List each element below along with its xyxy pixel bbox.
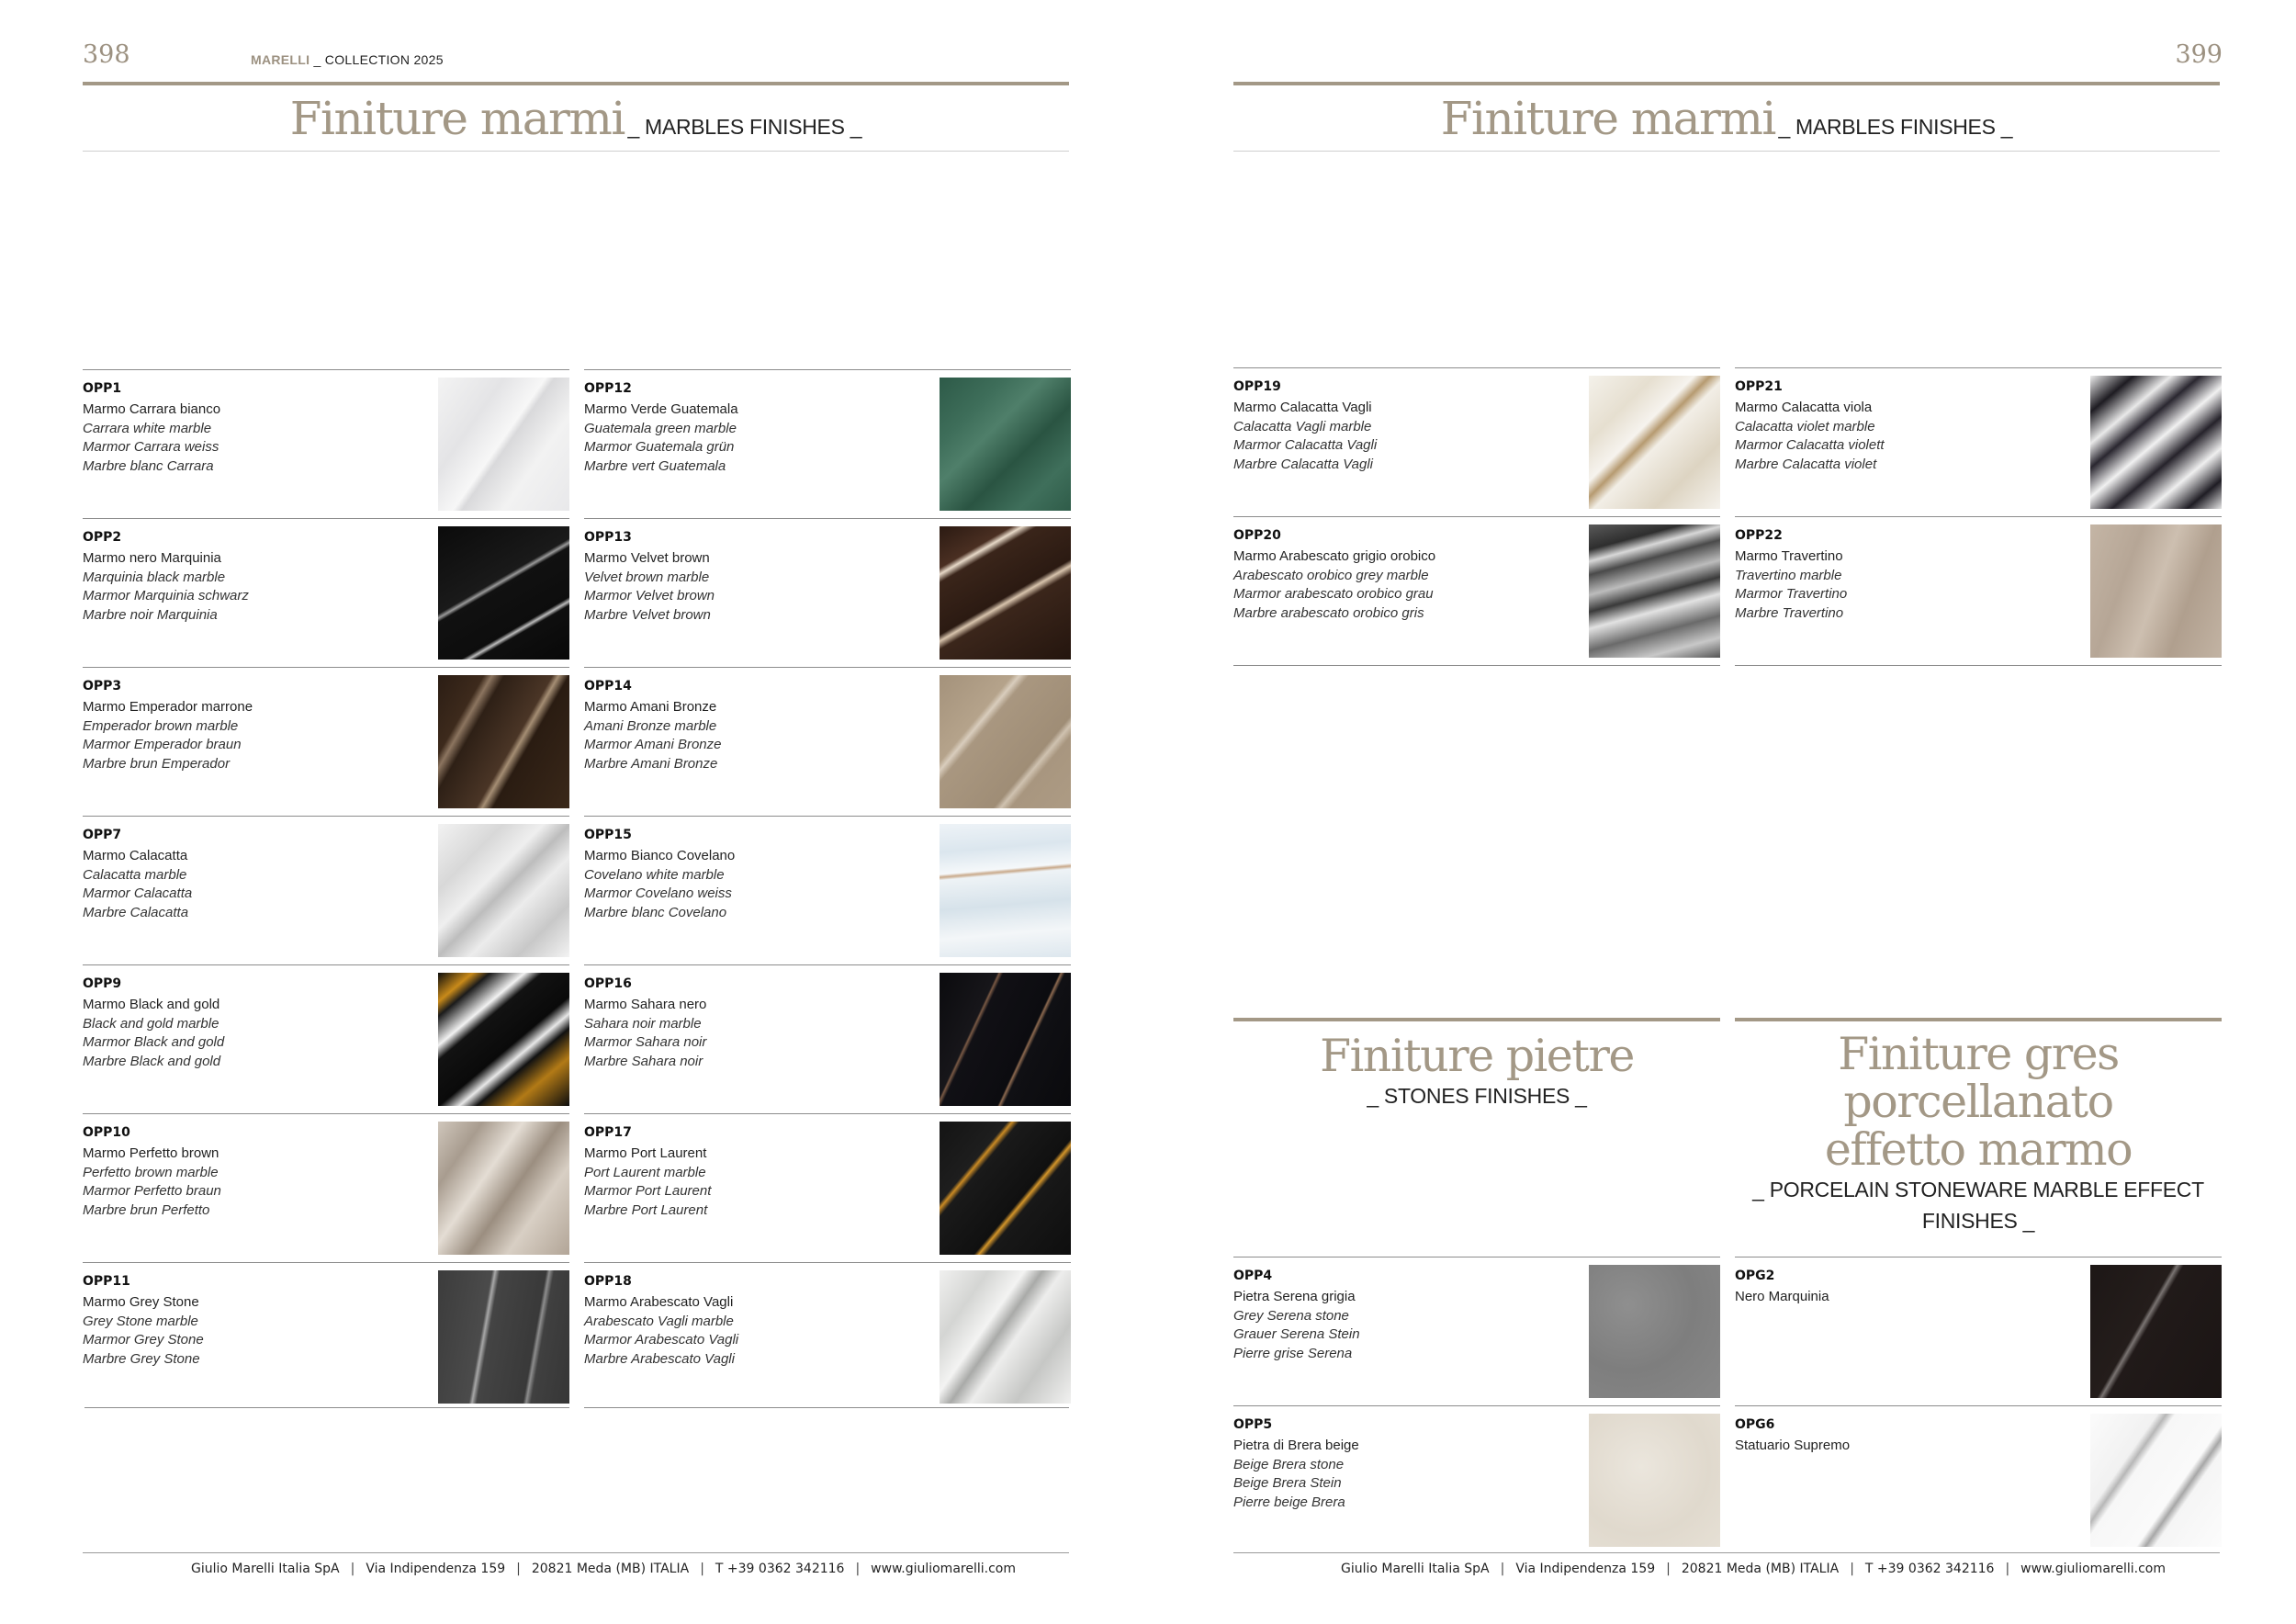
- finish-swatch-image: [1589, 524, 1720, 658]
- finish-name-de: Marmor Carrara weiss: [83, 439, 219, 455]
- finish-name-en: Calacatta marble: [83, 866, 187, 883]
- finish-name-en: Perfetto brown marble: [83, 1164, 219, 1180]
- finish-text: [83, 996, 224, 1071]
- finish-text: [1735, 399, 1885, 474]
- finish-name-fr: Marbre Arabescato Vagli: [584, 1350, 735, 1367]
- finish-name-en: Guatemala green marble: [584, 420, 737, 436]
- finish-code: OPP7: [83, 828, 122, 842]
- finish-code: OPP16: [584, 976, 632, 991]
- finish-text: [1735, 1437, 1850, 1456]
- finish-text: [584, 1145, 711, 1220]
- header-rule: [1233, 82, 2220, 85]
- finish-swatch-image: [2090, 524, 2222, 658]
- finish-text: [584, 549, 715, 625]
- finish-name: Marmo Carrara bianco: [83, 401, 221, 417]
- finish-item-opp17: [584, 1113, 1071, 1262]
- finish-code: OPP21: [1735, 379, 1783, 394]
- finish-item-opp3: [83, 667, 569, 816]
- stones-title: Finiture pietre: [1320, 1030, 1634, 1082]
- finish-swatch-image: [438, 824, 569, 957]
- finish-name: Marmo Calacatta viola: [1735, 400, 1873, 415]
- finish-name: Marmo Sahara nero: [584, 997, 707, 1012]
- stones-header-rule: [1233, 1018, 1720, 1021]
- finish-name-en: Beige Brera stone: [1233, 1456, 1345, 1472]
- finish-name-fr: Marbre Port Laurent: [584, 1201, 708, 1218]
- finish-name-de: Marmor Velvet brown: [584, 588, 715, 603]
- finish-item-opp19: [1233, 367, 1720, 516]
- column-bottom-rule: [1735, 665, 2222, 666]
- finish-name-en: Port Laurent marble: [584, 1164, 706, 1180]
- section-title-porcelain: [1735, 1028, 2222, 1236]
- finish-name: Marmo Arabescato Vagli: [584, 1294, 734, 1310]
- finish-name-de: Marmor Calacatta violett: [1735, 437, 1885, 453]
- finish-name-fr: Marbre blanc Covelano: [584, 904, 727, 920]
- column-bottom-rule: [584, 1407, 1069, 1408]
- column-bottom-rule: [84, 1407, 569, 1408]
- brand-name: MARELLI: [251, 52, 310, 67]
- footer-contact: Giulio Marelli Italia SpA | Via Indipendenza 159 | 20821 Meda (MB) ITALIA | T +39 0362 342116 | www.giuliomarelli.com: [1341, 1562, 2166, 1576]
- finish-name: Pietra di Brera beige: [1233, 1438, 1359, 1453]
- footer-phone: T +39 0362 342116: [715, 1562, 845, 1576]
- finish-text: [83, 1293, 204, 1369]
- finish-swatch-image: [438, 526, 569, 660]
- finish-item-opp11: [83, 1262, 569, 1411]
- finish-swatch-image: [1589, 376, 1720, 509]
- finish-code: OPP17: [584, 1125, 632, 1140]
- finish-swatch-image: [940, 1270, 1071, 1404]
- section-title-stones: [1233, 1031, 1720, 1110]
- finish-name-fr: Marbre Calacatta Vagli: [1233, 456, 1374, 472]
- page-number: 398: [83, 40, 130, 69]
- finish-item-opp20: [1233, 516, 1720, 665]
- finish-name-de: Marmor Arabescato Vagli: [584, 1332, 739, 1348]
- finish-text: [1233, 547, 1435, 623]
- finish-name-de: Marmor arabescato orobico grau: [1233, 586, 1434, 602]
- finish-name: Pietra Serena grigia: [1233, 1289, 1356, 1304]
- finish-swatch-image: [940, 378, 1071, 511]
- finish-code: OPP14: [584, 679, 632, 694]
- finish-swatch-image: [2090, 1265, 2222, 1398]
- section-subtitle: _ MARBLES FINISHES _: [1778, 115, 2013, 139]
- finish-name-de: Marmor Perfetto braun: [83, 1183, 221, 1199]
- finish-name-fr: Marbre Velvet brown: [584, 606, 711, 623]
- finish-name: Marmo Perfetto brown: [83, 1145, 219, 1161]
- porcelain-title-line2: effetto marmo: [1824, 1123, 2133, 1176]
- finish-name-fr: Marbre brun Perfetto: [83, 1201, 210, 1218]
- finish-code: OPP19: [1233, 379, 1281, 394]
- header-rule: [83, 82, 1069, 85]
- finish-name-fr: Marbre Grey Stone: [83, 1350, 200, 1367]
- finish-name-de: Marmor Travertino: [1735, 586, 1848, 602]
- finish-name-en: Carrara white marble: [83, 420, 212, 436]
- finish-swatch-image: [1589, 1265, 1720, 1398]
- finish-name: Marmo Port Laurent: [584, 1145, 707, 1161]
- finish-name-en: Velvet brown marble: [584, 569, 710, 585]
- finish-code: OPP13: [584, 530, 632, 545]
- footer-city: 20821 Meda (MB) ITALIA: [531, 1562, 690, 1576]
- finish-name-fr: Marbre arabescato orobico gris: [1233, 604, 1424, 621]
- finish-name-en: Sahara noir marble: [584, 1015, 702, 1032]
- finish-name-en: Emperador brown marble: [83, 717, 239, 734]
- porcelain-header-rule: [1735, 1018, 2222, 1021]
- finish-name: Marmo Travertino: [1735, 548, 1843, 564]
- brand-header: [251, 52, 444, 67]
- section-title-main: Finiture marmi: [289, 92, 625, 145]
- finish-name-de: Marmor Grey Stone: [83, 1332, 204, 1348]
- finish-item-opg6: [1735, 1405, 2222, 1554]
- finish-text: [1735, 547, 1847, 623]
- finish-text: [584, 400, 738, 476]
- finish-name: Nero Marquinia: [1735, 1289, 1829, 1304]
- finish-code: OPP4: [1233, 1269, 1273, 1283]
- finish-text: [1233, 1288, 1360, 1363]
- finish-name-fr: Marbre vert Guatemala: [584, 457, 726, 474]
- finish-text: [83, 847, 192, 922]
- footer-website-link[interactable]: www.giuliomarelli.com: [2020, 1562, 2166, 1576]
- footer-contact: Giulio Marelli Italia SpA | Via Indipendenza 159 | 20821 Meda (MB) ITALIA | T +39 0362 342116 | www.giuliomarelli.com: [191, 1562, 1016, 1576]
- finish-name: Marmo Black and gold: [83, 997, 220, 1012]
- finish-text: [83, 400, 220, 476]
- right-page: [1148, 0, 2296, 1624]
- footer-phone: T +39 0362 342116: [1864, 1562, 1995, 1576]
- finish-name-fr: Marbre Black and gold: [83, 1053, 221, 1069]
- footer-website-link[interactable]: www.giuliomarelli.com: [871, 1562, 1016, 1576]
- finish-name-fr: Marbre Travertino: [1735, 604, 1844, 621]
- finish-name: Marmo Arabescato grigio orobico: [1233, 548, 1436, 564]
- footer-company: Giulio Marelli Italia SpA: [1341, 1562, 1490, 1576]
- finish-code: OPP20: [1233, 528, 1281, 543]
- finish-swatch-image: [438, 675, 569, 808]
- finish-name: Marmo Amani Bronze: [584, 699, 717, 715]
- finish-name-de: Grauer Serena Stein: [1233, 1326, 1360, 1342]
- footer-address: Via Indipendenza 159: [366, 1562, 506, 1576]
- finish-text: [584, 1293, 738, 1369]
- page-number: 399: [2175, 40, 2223, 69]
- collection-label: _ COLLECTION 2025: [313, 52, 444, 67]
- finish-text: [1233, 399, 1377, 474]
- finish-swatch-image: [2090, 376, 2222, 509]
- finish-item-opp4: [1233, 1257, 1720, 1405]
- finish-name-en: Arabescato orobico grey marble: [1233, 567, 1429, 583]
- finish-text: [83, 1145, 221, 1220]
- finish-swatch-image: [940, 526, 1071, 660]
- title-rule: [1233, 151, 2220, 152]
- column-bottom-rule: [1233, 665, 1720, 666]
- finish-text: [83, 698, 253, 773]
- finish-swatch-image: [438, 378, 569, 511]
- section-title-main: Finiture marmi: [1440, 92, 1775, 145]
- finish-code: OPP3: [83, 679, 122, 694]
- finish-name-de: Marmor Guatemala grün: [584, 439, 735, 455]
- finish-code: OPP10: [83, 1125, 130, 1140]
- finish-name-de: Marmor Amani Bronze: [584, 737, 722, 752]
- finish-name-en: Grey Serena stone: [1233, 1307, 1349, 1324]
- finish-item-opp16: [584, 964, 1071, 1113]
- finish-name: Marmo Grey Stone: [83, 1294, 199, 1310]
- finish-item-opp18: [584, 1262, 1071, 1411]
- finish-code: OPP9: [83, 976, 122, 991]
- finish-swatch-image: [940, 824, 1071, 957]
- finish-code: OPG6: [1735, 1417, 1775, 1432]
- finish-text: [83, 549, 249, 625]
- finish-name-de: Beige Brera Stein: [1233, 1475, 1342, 1491]
- finish-text: [584, 847, 735, 922]
- finish-name-en: Covelano white marble: [584, 866, 725, 883]
- finish-item-opp21: [1735, 367, 2222, 516]
- stones-subtitle: _ STONES FINISHES _: [1367, 1084, 1587, 1108]
- finish-item-opp10: [83, 1113, 569, 1262]
- footer-address: Via Indipendenza 159: [1515, 1562, 1656, 1576]
- finish-name-fr: Marbre Amani Bronze: [584, 755, 718, 772]
- porcelain-title-line1: Finiture gres porcellanato: [1838, 1028, 2119, 1128]
- finish-name-en: Black and gold marble: [83, 1015, 219, 1032]
- finish-item-opp14: [584, 667, 1071, 816]
- finish-name: Marmo Bianco Covelano: [584, 848, 736, 863]
- section-subtitle: _ MARBLES FINISHES _: [627, 115, 862, 139]
- finish-name: Marmo Calacatta Vagli: [1233, 400, 1372, 415]
- finish-swatch-image: [940, 675, 1071, 808]
- finish-text: [584, 698, 722, 773]
- footer-city: 20821 Meda (MB) ITALIA: [1681, 1562, 1840, 1576]
- finish-name-en: Calacatta violet marble: [1735, 418, 1875, 434]
- finish-name: Statuario Supremo: [1735, 1438, 1851, 1453]
- finish-swatch-image: [438, 1270, 569, 1404]
- finish-name: Marmo nero Marquinia: [83, 550, 221, 566]
- finish-item-opg2: [1735, 1257, 2222, 1405]
- finish-swatch-image: [940, 973, 1071, 1106]
- finish-name-fr: Pierre beige Brera: [1233, 1494, 1345, 1510]
- finish-name: Marmo Verde Guatemala: [584, 401, 738, 417]
- finish-name-en: Travertino marble: [1735, 567, 1842, 583]
- finish-code: OPP15: [584, 828, 632, 842]
- finish-item-opp5: [1233, 1405, 1720, 1554]
- finish-swatch-image: [1589, 1414, 1720, 1547]
- finish-code: OPP12: [584, 381, 632, 396]
- finish-name-fr: Marbre brun Emperador: [83, 755, 231, 772]
- finish-name-de: Marmor Port Laurent: [584, 1183, 712, 1199]
- section-title-marbles: [83, 92, 1069, 145]
- finish-item-opp22: [1735, 516, 2222, 665]
- finish-name-de: Marmor Calacatta: [83, 885, 193, 901]
- finish-swatch-image: [438, 1122, 569, 1255]
- finish-name-fr: Marbre Calacatta violet: [1735, 456, 1877, 472]
- finish-name-de: Marmor Marquinia schwarz: [83, 588, 249, 603]
- finish-code: OPP5: [1233, 1417, 1273, 1432]
- finish-code: OPP2: [83, 530, 122, 545]
- finish-code: OPP18: [584, 1274, 632, 1289]
- finish-name-de: Marmor Sahara noir: [584, 1034, 707, 1050]
- finish-text: [1735, 1288, 1829, 1307]
- finish-item-opp15: [584, 816, 1071, 964]
- finish-name-de: Marmor Black and gold: [83, 1034, 225, 1050]
- finish-item-opp13: [584, 518, 1071, 667]
- finish-text: [1233, 1437, 1359, 1512]
- finish-swatch-image: [940, 1122, 1071, 1255]
- finish-code: OPP22: [1735, 528, 1783, 543]
- finish-name-fr: Pierre grise Serena: [1233, 1345, 1353, 1361]
- finish-item-opp1: [83, 369, 569, 518]
- section-title-marbles: [1233, 92, 2220, 145]
- finish-name-en: Arabescato Vagli marble: [584, 1313, 734, 1329]
- finish-item-opp9: [83, 964, 569, 1113]
- finish-name-en: Calacatta Vagli marble: [1233, 418, 1372, 434]
- finish-name: Marmo Emperador marrone: [83, 699, 253, 715]
- finish-name-fr: Marbre Sahara noir: [584, 1053, 703, 1069]
- footer-rule: [83, 1552, 1069, 1553]
- porcelain-subtitle: _ PORCELAIN STONEWARE MARBLE EFFECT FINISHES _: [1752, 1178, 2204, 1233]
- finish-text: [584, 996, 706, 1071]
- finish-name-de: Marmor Covelano weiss: [584, 885, 732, 901]
- footer-rule: [1233, 1552, 2220, 1553]
- finish-name-en: Grey Stone marble: [83, 1313, 198, 1329]
- finish-name-de: Marmor Emperador braun: [83, 737, 242, 752]
- finish-code: OPG2: [1735, 1269, 1775, 1283]
- finish-swatch-image: [438, 973, 569, 1106]
- footer-company: Giulio Marelli Italia SpA: [191, 1562, 340, 1576]
- finish-name: Marmo Calacatta: [83, 848, 188, 863]
- finish-swatch-image: [2090, 1414, 2222, 1547]
- finish-name-en: Amani Bronze marble: [584, 717, 717, 734]
- finish-item-opp7: [83, 816, 569, 964]
- finish-code: OPP1: [83, 381, 122, 396]
- finish-name: Marmo Velvet brown: [584, 550, 710, 566]
- finish-name-en: Marquinia black marble: [83, 569, 226, 585]
- finish-item-opp2: [83, 518, 569, 667]
- finish-item-opp12: [584, 369, 1071, 518]
- title-rule: [83, 151, 1069, 152]
- finish-name-fr: Marbre noir Marquinia: [83, 606, 218, 623]
- finish-name-fr: Marbre blanc Carrara: [83, 457, 214, 474]
- finish-name-fr: Marbre Calacatta: [83, 904, 189, 920]
- finish-code: OPP11: [83, 1274, 130, 1289]
- finish-name-de: Marmor Calacatta Vagli: [1233, 437, 1378, 453]
